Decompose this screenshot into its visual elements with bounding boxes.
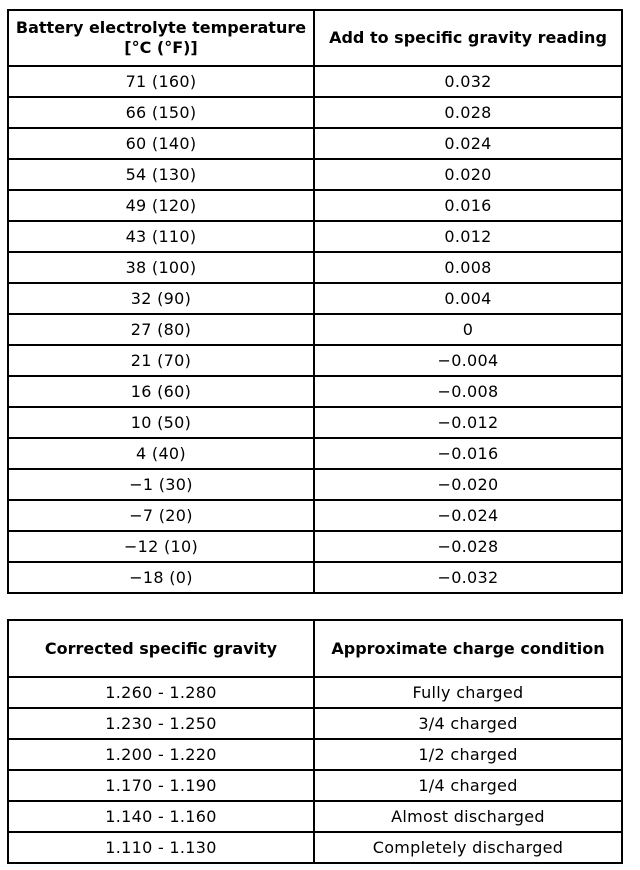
temperature-cell: 4 (40): [8, 438, 314, 469]
temperature-cell: 38 (100): [8, 252, 314, 283]
correction-cell: 0.020: [314, 159, 622, 190]
temperature-cell: −18 (0): [8, 562, 314, 593]
temperature-cell: 21 (70): [8, 345, 314, 376]
correction-cell: −0.004: [314, 345, 622, 376]
correction-cell: −0.012: [314, 407, 622, 438]
table-row: [8, 190, 622, 221]
correction-cell: −0.024: [314, 500, 622, 531]
table-row: [8, 407, 622, 438]
specific-gravity-cell: 1.110 - 1.130: [8, 832, 314, 863]
temperature-cell: −7 (20): [8, 500, 314, 531]
temperature-cell: 16 (60): [8, 376, 314, 407]
charge-condition-cell: 3/4 charged: [314, 708, 622, 739]
table-row: [8, 97, 622, 128]
table-row: [8, 500, 622, 531]
table-row: [8, 770, 622, 801]
temperature-cell: 43 (110): [8, 221, 314, 252]
correction-cell: 0.012: [314, 221, 622, 252]
table-row: [8, 345, 622, 376]
table-row: [8, 531, 622, 562]
correction-cell: −0.028: [314, 531, 622, 562]
charge-condition-cell: Fully charged: [314, 677, 622, 708]
table-row: [8, 469, 622, 500]
table-row: [8, 221, 622, 252]
temperature-cell: 66 (150): [8, 97, 314, 128]
table-row: [8, 314, 622, 345]
table-row: [8, 677, 622, 708]
temperature-cell: 60 (140): [8, 128, 314, 159]
table-row: [8, 66, 622, 97]
column-header-correction: Add to specific gravity reading: [314, 10, 622, 66]
specific-gravity-cell: 1.260 - 1.280: [8, 677, 314, 708]
temperature-cell: 32 (90): [8, 283, 314, 314]
column-header-temperature: Battery electrolyte temperature [°C (°F)]: [8, 10, 314, 66]
column-header-charge-condition: Approximate charge condition: [314, 620, 622, 677]
temperature-cell: 54 (130): [8, 159, 314, 190]
correction-cell: 0: [314, 314, 622, 345]
table-row: [8, 739, 622, 770]
correction-cell: −0.032: [314, 562, 622, 593]
charge-condition-cell: 1/2 charged: [314, 739, 622, 770]
table-row: [8, 283, 622, 314]
specific-gravity-cell: 1.200 - 1.220: [8, 739, 314, 770]
table-header-row: [8, 10, 622, 66]
specific-gravity-cell: 1.140 - 1.160: [8, 801, 314, 832]
temperature-correction-table: [7, 9, 623, 594]
table-row: [8, 708, 622, 739]
table-row: [8, 438, 622, 469]
correction-cell: 0.032: [314, 66, 622, 97]
correction-cell: −0.008: [314, 376, 622, 407]
charge-condition-table: [7, 619, 623, 864]
column-header-specific-gravity: Corrected specific gravity: [8, 620, 314, 677]
temperature-cell: 10 (50): [8, 407, 314, 438]
specific-gravity-cell: 1.230 - 1.250: [8, 708, 314, 739]
table-row: [8, 159, 622, 190]
correction-cell: −0.016: [314, 438, 622, 469]
table-row: [8, 832, 622, 863]
charge-condition-cell: Completely discharged: [314, 832, 622, 863]
charge-condition-cell: Almost discharged: [314, 801, 622, 832]
correction-cell: 0.008: [314, 252, 622, 283]
correction-cell: −0.020: [314, 469, 622, 500]
temperature-cell: −1 (30): [8, 469, 314, 500]
table-row: [8, 376, 622, 407]
temperature-cell: 27 (80): [8, 314, 314, 345]
correction-cell: 0.024: [314, 128, 622, 159]
temperature-cell: 49 (120): [8, 190, 314, 221]
table-row: [8, 801, 622, 832]
table-row: [8, 128, 622, 159]
table-row: [8, 252, 622, 283]
table-header-row: [8, 620, 622, 677]
specific-gravity-cell: 1.170 - 1.190: [8, 770, 314, 801]
charge-condition-cell: 1/4 charged: [314, 770, 622, 801]
temperature-cell: −12 (10): [8, 531, 314, 562]
correction-cell: 0.028: [314, 97, 622, 128]
correction-cell: 0.004: [314, 283, 622, 314]
correction-cell: 0.016: [314, 190, 622, 221]
table-row: [8, 562, 622, 593]
temperature-cell: 71 (160): [8, 66, 314, 97]
